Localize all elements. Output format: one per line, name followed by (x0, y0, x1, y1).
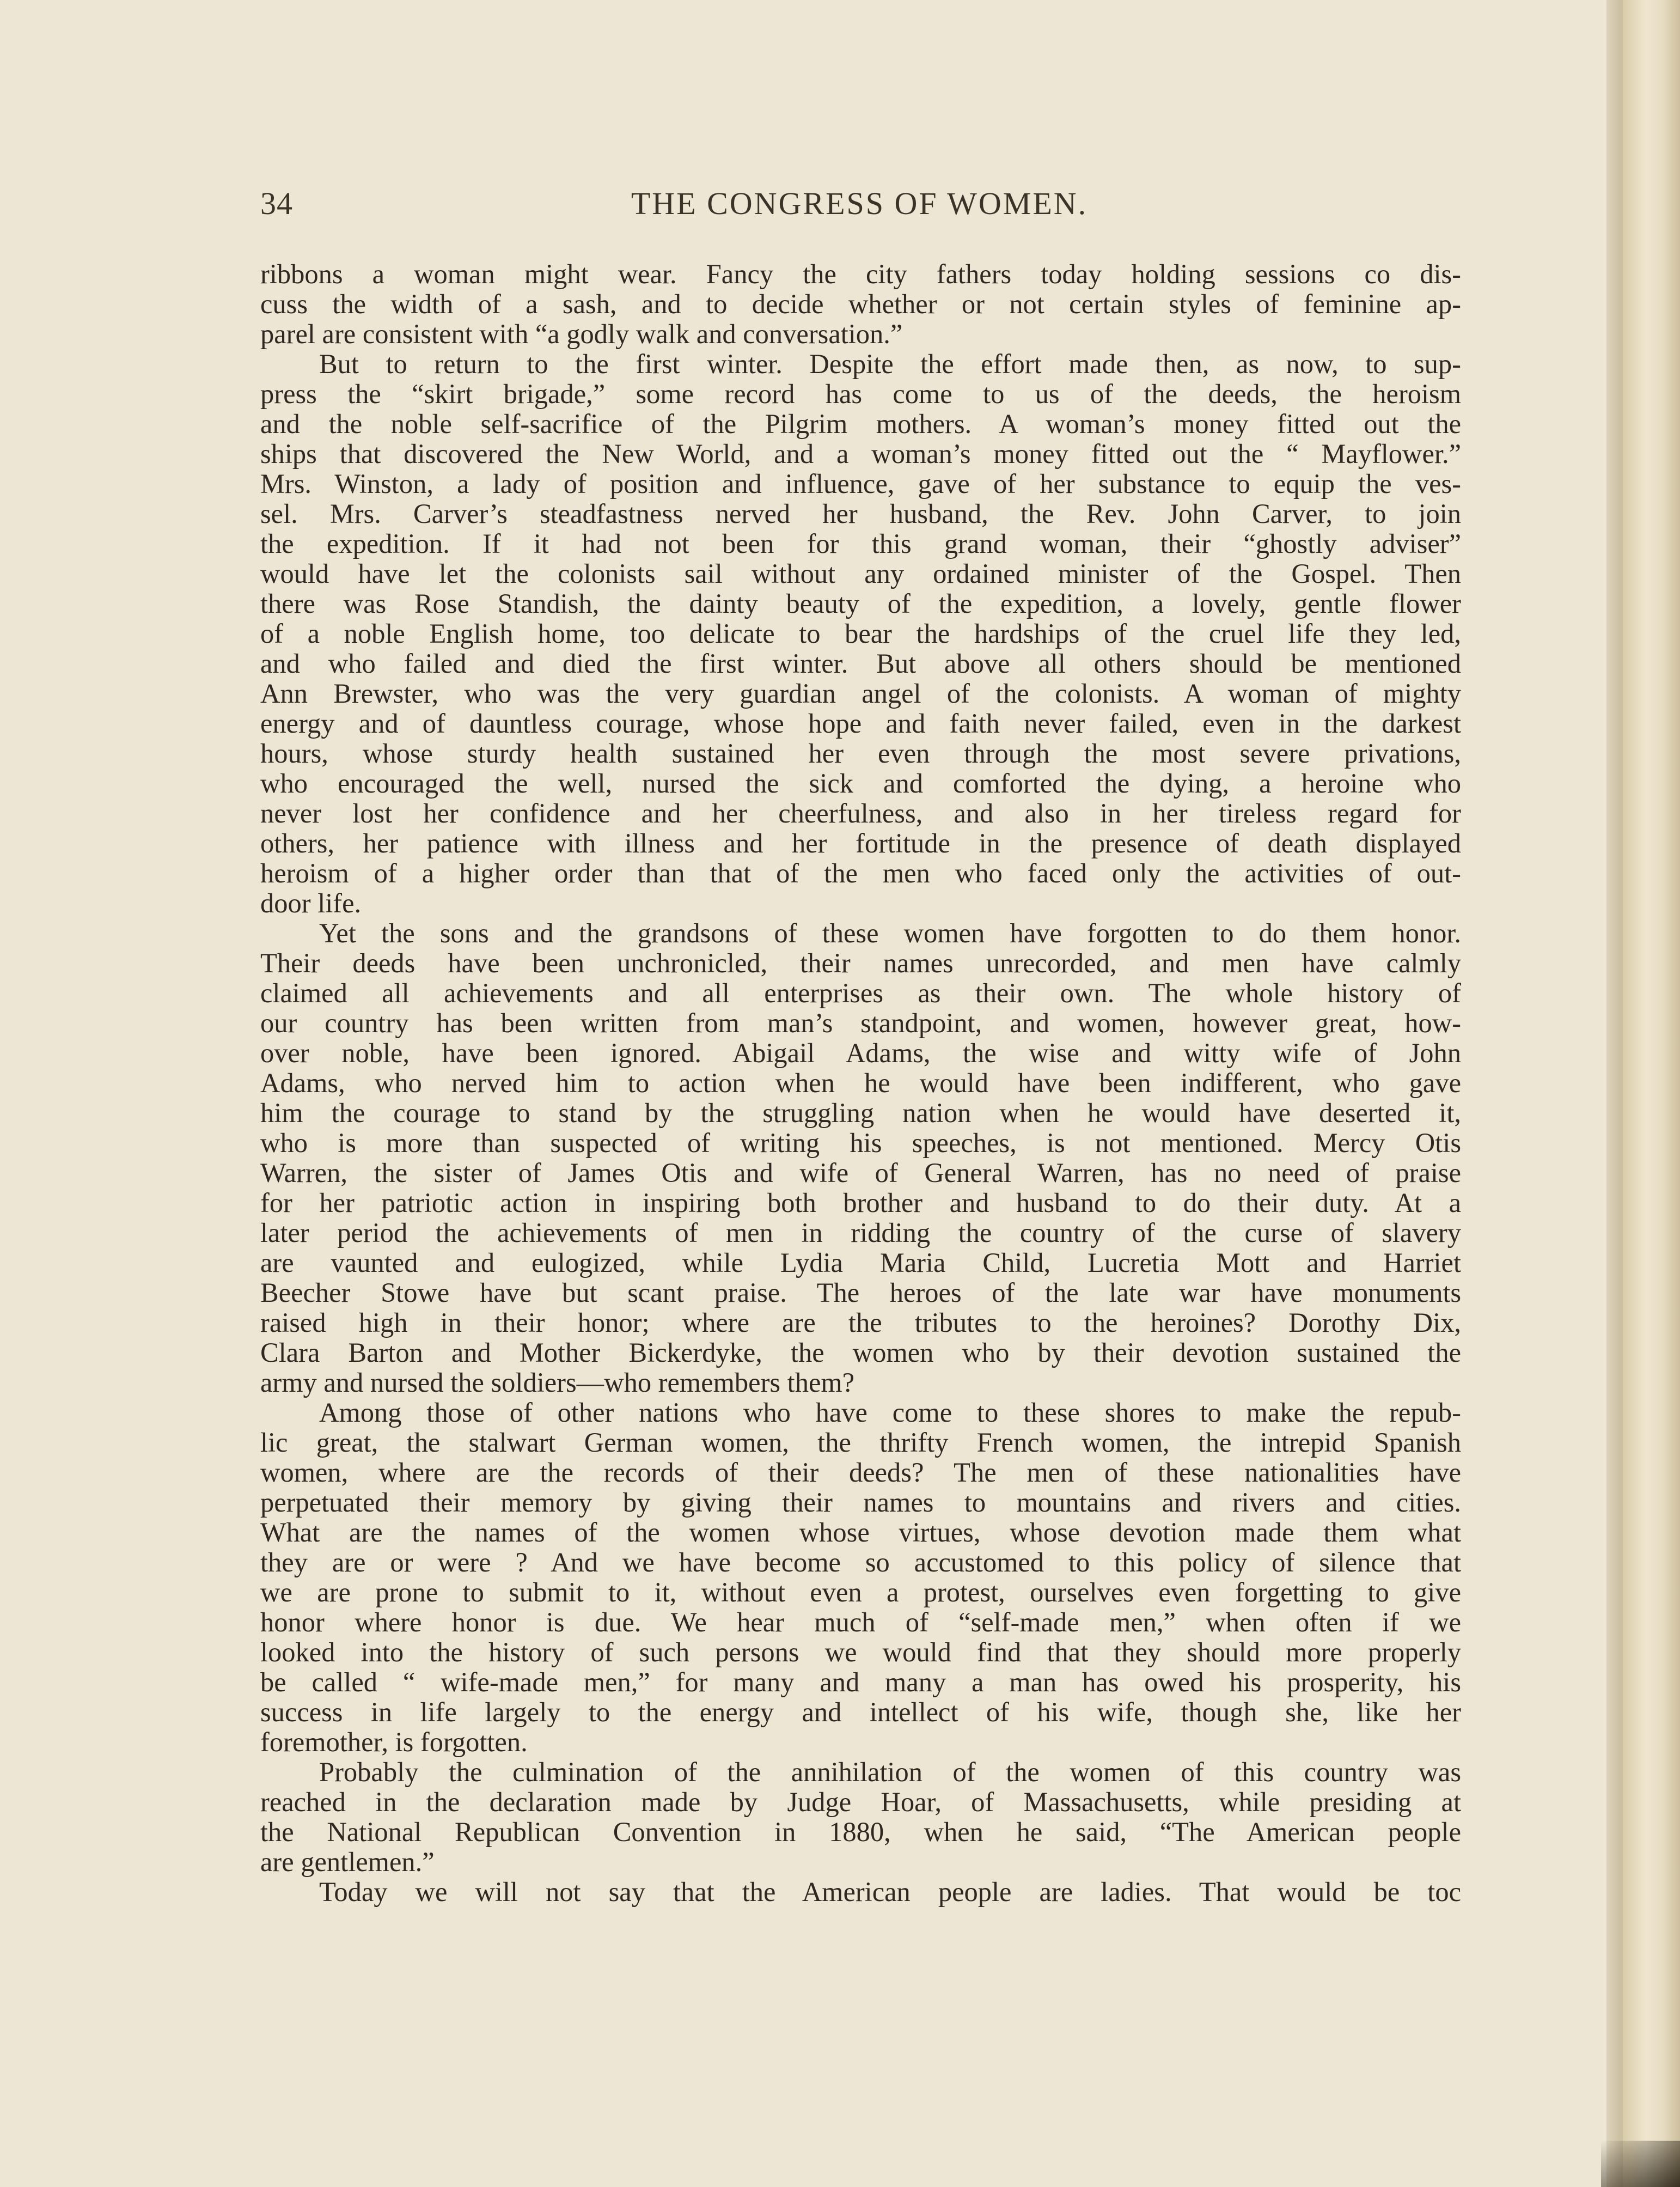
running-title: THE CONGRESS OF WOMEN. (631, 186, 1088, 221)
text-line: Yet the sons and the grandsons of these women have forgotten to do them honor. (319, 918, 1461, 948)
text-line: are vaunted and eulogized, while Lydia Maria Child, Lucretia Mott and Harriet (260, 1247, 1461, 1278)
text-line: What are the names of the women whose virtues, whose devotion made them what (260, 1517, 1461, 1548)
text-line: be called “ wife-made men,” for many and many a man has owed his prosperity, his (260, 1667, 1461, 1697)
text-line: are gentlemen.” (260, 1847, 435, 1877)
text-line: the expedition. If it had not been for this grand woman, their “ghostly adviser” (260, 528, 1461, 559)
text-line: success in life largely to the energy and intellect of his wife, though she, like her (260, 1697, 1461, 1727)
text-line: parel are consistent with “a godly walk and conversation.” (260, 319, 903, 349)
text-line: But to return to the first winter. Despite the effort made then, as now, to sup- (319, 349, 1461, 379)
text-line: raised high in their honor; where are the tributes to the heroines? Dorothy Dix, (260, 1307, 1461, 1338)
text-line: Ann Brewster, who was the very guardian angel of the colonists. A woman of mighty (260, 678, 1461, 709)
text-line: lic great, the stalwart German women, the thrifty French women, the intrepid Spanish (260, 1427, 1461, 1458)
text-line: there was Rose Standish, the dainty beauty of the expedition, a lovely, gentle flower (260, 588, 1461, 619)
text-line: Probably the culmination of the annihilation of the women of this country was (319, 1757, 1461, 1787)
text-line: later period the achievements of men in ridding the country of the curse of slavery (260, 1217, 1461, 1248)
page-header (260, 185, 1458, 229)
text-line: army and nursed the soldiers—who remembers them? (260, 1367, 855, 1398)
text-line: Among those of other nations who have come to these shores to make the repub- (319, 1397, 1461, 1428)
text-line: energy and of dauntless courage, whose hope and faith never failed, even in the darkest (260, 708, 1461, 739)
body-text (260, 259, 1461, 1907)
text-line: hours, whose sturdy health sustained her even through the most severe privations, (260, 738, 1461, 769)
text-line: ships that discovered the New World, and a woman’s money fitted out the “ Mayflower.” (260, 438, 1461, 469)
text-line: we are prone to submit to it, without even a protest, ourselves even forgetting to give (260, 1577, 1461, 1607)
text-line: claimed all achievements and all enterprises as their own. The whole history of (260, 978, 1461, 1008)
text-line: of a noble English home, too delicate to bear the hardships of the cruel life they led, (260, 618, 1461, 649)
text-line: door life. (260, 888, 362, 918)
text-line: ribbons a woman might wear. Fancy the city fathers today holding sessions co dis- (260, 259, 1461, 289)
text-line: him the courage to stand by the struggling nation when he would have deserted it, (260, 1098, 1461, 1128)
text-line: women, where are the records of their deeds? The men of these nationalities have (260, 1457, 1461, 1488)
text-line: over noble, have been ignored. Abigail Adams, the wise and witty wife of John (260, 1038, 1461, 1068)
page-corner-shadow (1601, 2141, 1680, 2187)
text-line: who is more than suspected of writing his speeches, is not mentioned. Mercy Otis (260, 1128, 1461, 1158)
text-line: others, her patience with illness and her fortitude in the presence of death displayed (260, 828, 1461, 858)
text-line: Mrs. Winston, a lady of position and influence, gave of her substance to equip the ves- (260, 468, 1461, 499)
text-line: never lost her confidence and her cheerfulness, and also in her tireless regard for (260, 798, 1461, 828)
text-line: Beecher Stowe have but scant praise. The heroes of the late war have monuments (260, 1277, 1461, 1308)
text-line: who encouraged the well, nursed the sick and comforted the dying, a heroine who (260, 768, 1461, 799)
text-line: Adams, who nerved him to action when he would have been indifferent, who gave (260, 1068, 1461, 1098)
text-line: would have let the colonists sail without any ordained minister of the Gospel. Then (260, 558, 1461, 589)
text-line: Their deeds have been unchronicled, their names unrecorded, and men have calmly (260, 948, 1461, 978)
text-line: perpetuated their memory by giving their names to mountains and rivers and cities. (260, 1487, 1461, 1518)
text-line: and the noble self-sacrifice of the Pilgrim mothers. A woman’s money fitted out the (260, 409, 1461, 439)
text-line: foremother, is forgotten. (260, 1727, 528, 1757)
text-line: Today we will not say that the American people are ladies. That would be toc (319, 1877, 1461, 1907)
book-gutter (1623, 0, 1680, 2187)
text-line: for her patriotic action in inspiring both brother and husband to do their duty. At a (260, 1187, 1461, 1218)
page-edge-shadow (1606, 0, 1623, 2187)
text-line: and who failed and died the first winter. But above all others should be mentioned (260, 648, 1461, 679)
text-line: reached in the declaration made by Judge Hoar, of Massachusetts, while presiding at (260, 1787, 1461, 1817)
text-line: the National Republican Convention in 1880, when he said, “The American people (260, 1817, 1461, 1847)
page-number: 34 (260, 186, 293, 221)
text-line: they are or were ? And we have become so accustomed to this policy of silence that (260, 1547, 1461, 1577)
text-line: heroism of a higher order than that of the men who faced only the activities of out- (260, 858, 1461, 888)
text-line: Warren, the sister of James Otis and wife of General Warren, has no need of praise (260, 1158, 1461, 1188)
text-line: press the “skirt brigade,” some record has come to us of the deeds, the heroism (260, 379, 1461, 409)
text-line: cuss the width of a sash, and to decide whether or not certain styles of feminine ap- (260, 289, 1461, 319)
text-line: sel. Mrs. Carver’s steadfastness nerved her husband, the Rev. John Carver, to join (260, 498, 1461, 529)
text-line: Clara Barton and Mother Bickerdyke, the women who by their devotion sustained the (260, 1337, 1461, 1368)
text-line: looked into the history of such persons we would find that they should more properly (260, 1637, 1461, 1667)
text-line: honor where honor is due. We hear much of “self-made men,” when often if we (260, 1607, 1461, 1637)
text-line: our country has been written from man’s standpoint, and women, however great, how- (260, 1008, 1461, 1038)
